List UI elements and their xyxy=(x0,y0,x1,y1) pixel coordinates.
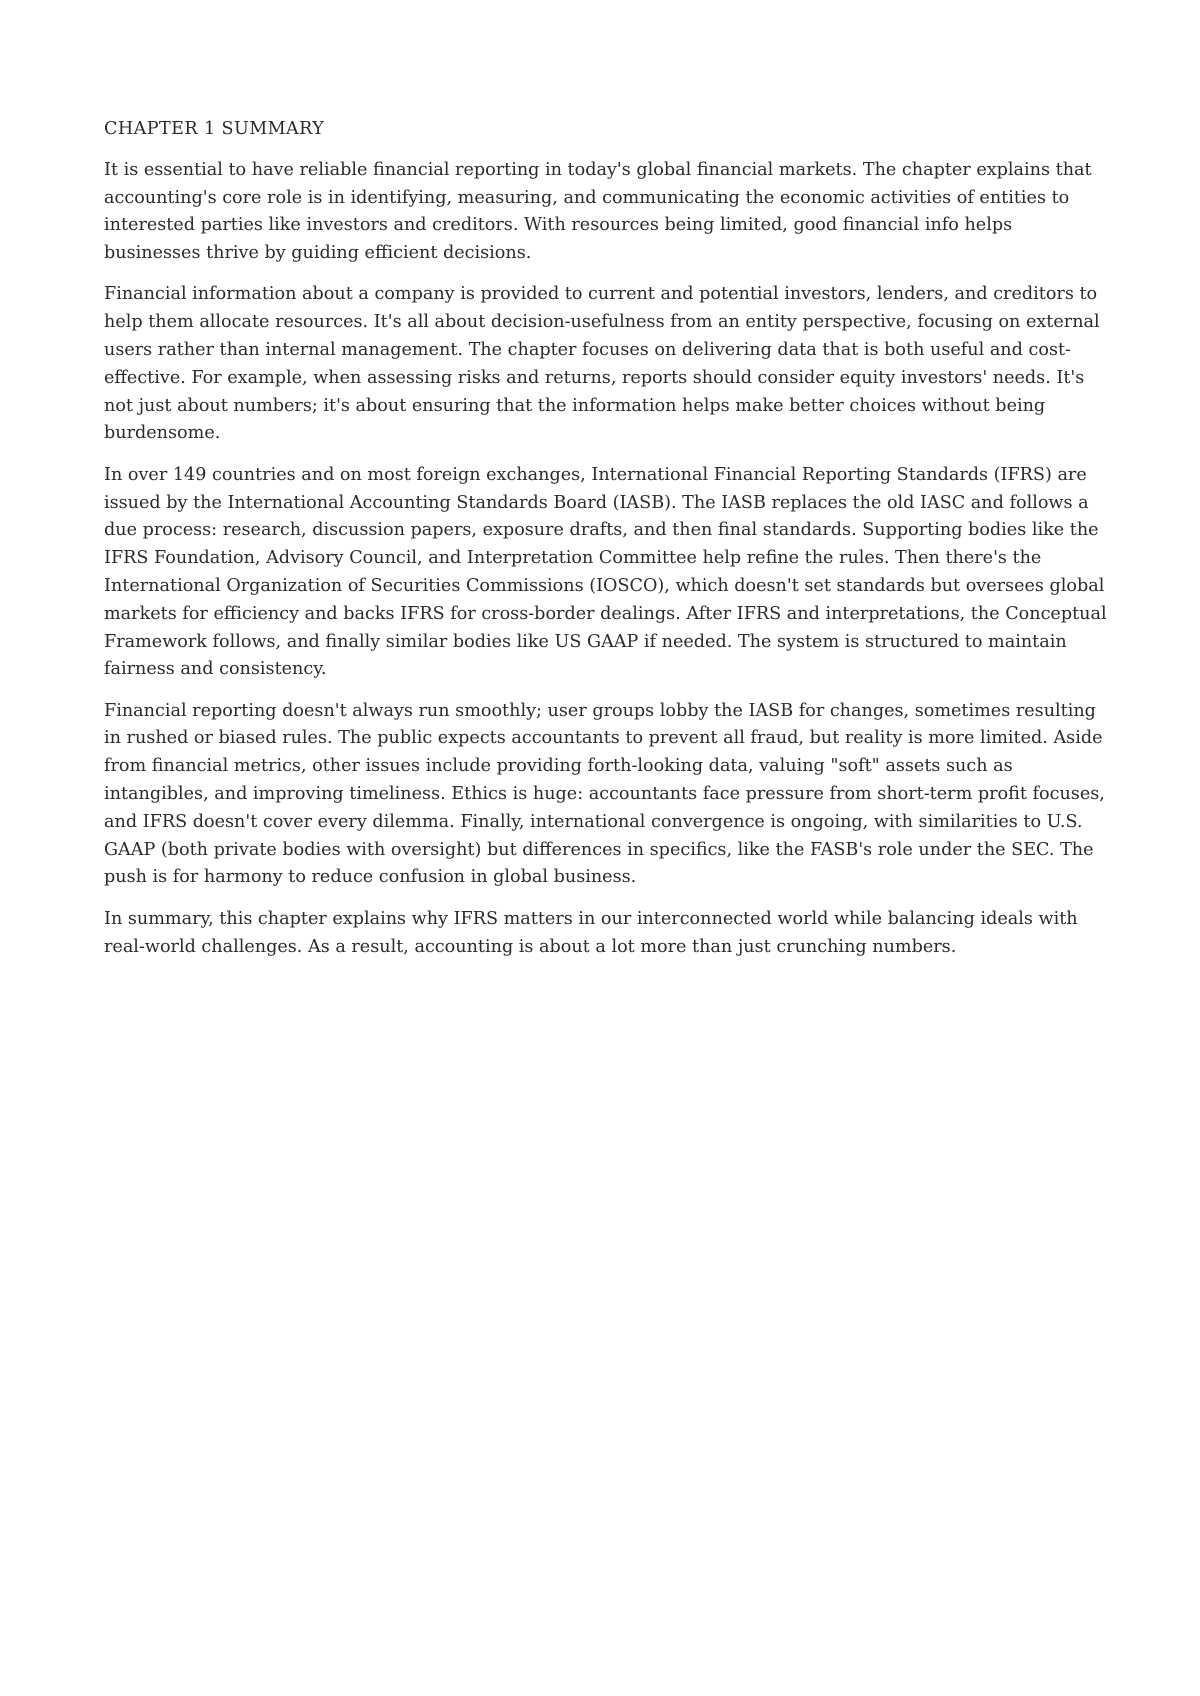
paragraph-challenges: Financial reporting doesn't always run smoothly; user groups lobby the IASB for changes, sometimes resulting in rushed or biased rules. The public expects accountants to prevent all fraud, but reality is more limited. Aside from financial metrics, other issues include providing forth-looking data, valuing "soft" assets such as intangibles, and improving timeliness. Ethics is huge: accountants face pressure from short-term profit focuses, and IFRS doesn't cover every dilemma. Finally, international convergence is ongoing, with similarities to U.S. GAAP (both private bodies with oversight) but differences in specifics, like the FASB's role under the SEC. The push is for harmony to reduce confusion in global business. xyxy=(104,700,1105,888)
paragraph-conclusion: In summary, this chapter explains why IFRS matters in our interconnected world while balancing ideals with real-world challenges. As a result, accounting is about a lot more than just crunching numbers. xyxy=(104,908,1078,957)
paragraph-decision-usefulness: Financial information about a company is provided to current and potential investors, lenders, and creditors to help them allocate resources. It's all about decision-usefulness from an entity perspective, focusing on external users rather than internal management. The chapter focuses on delivering data that is both useful and cost-effective. For example, when assessing risks and returns, reports should consider equity investors' needs. It's not just about numbers; it's about ensuring that the information helps make better choices without being burdensome. xyxy=(104,284,1100,444)
paragraph-ifrs-standards: In over 149 countries and on most foreign exchanges, International Financial Reporting Standards (IFRS) are issued by the International Accounting Standards Board (IASB). The IASB replaces the old IASC and follows a due process: research, discussion papers, exposure drafts, and then final standards. Supporting bodies like the IFRS Foundation, Advisory Council, and Interpretation Committee help refine the rules. Then there's the International Organization of Securities Commissions (IOSCO), which doesn't set standards but oversees global markets for efficiency and backs IFRS for cross-border dealings. After IFRS and interpretations, the Conceptual Framework follows, and finally similar bodies like US GAAP if needed. The system is structured to maintain fairness and consistency. xyxy=(104,464,1107,680)
chapter-heading: CHAPTER 1 SUMMARY xyxy=(104,119,325,139)
document-body xyxy=(104,116,1108,975)
paragraph-intro: It is essential to have reliable financial reporting in today's global financial markets. The chapter explains that accounting's core role is in identifying, measuring, and communicating the economic activities of entities to interested parties like investors and creditors. With resources being limited, good financial info helps businesses thrive by guiding efficient decisions. xyxy=(104,159,1092,264)
